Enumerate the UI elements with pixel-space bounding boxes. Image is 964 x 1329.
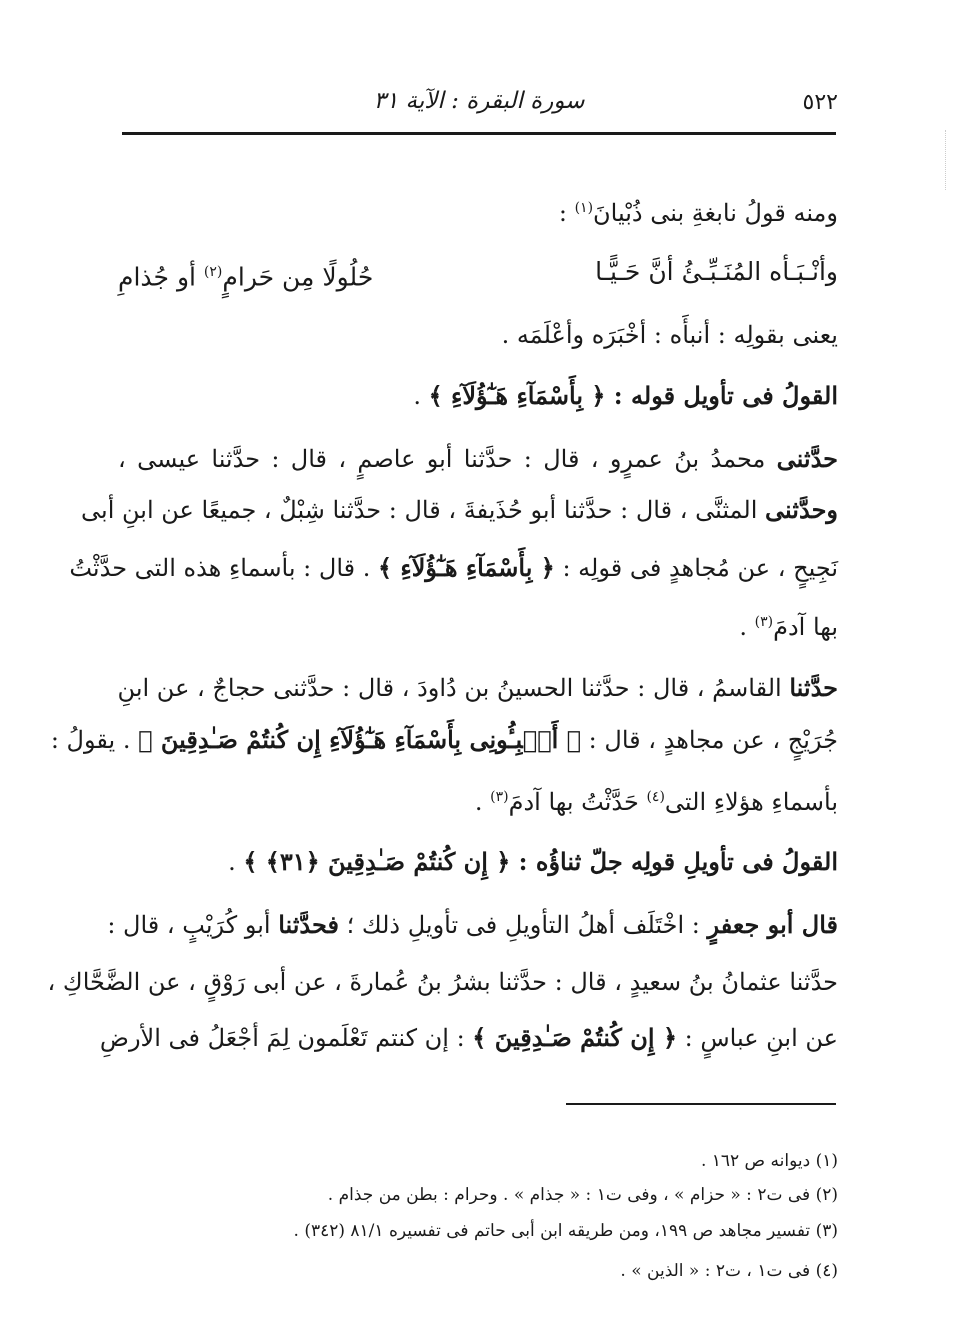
footnote: (٣) تفسير مجاهد ص ١٩٩، ومن طريقه ابن أبى حاتم فى تفسيره ٨١/١ (٣٤٢) . [293, 1221, 838, 1241]
section-heading: القولُ فى تأويلِ قولِه جلّ ثناؤُه : ﴿ إِن كُنتُمْ صَـٰدِقِينَ ﴿٣١﴾ ﴾ . [228, 847, 838, 876]
footnote-ref: (١) [574, 200, 594, 216]
paragraph-line: حدَّثنا القاسمُ ، قال : حدَّثنا الحسينُ بن دُاودَ ، قال : حدَّثنى حجاجٌ ، عن ابنِ [117, 673, 838, 702]
quran-quote: ﴿ بِأَسْمَآءِ هَـٰٓؤُلَآءِ ﴾ [428, 381, 606, 410]
paragraph-line: بها آدمَ$^{(٣)}$ . [739, 613, 838, 641]
footnote: (١) ديوانه ص ١٦٢ . [700, 1151, 838, 1171]
paragraph-line: جُرَيْجٍ ، عن مجاهدٍ ، قال : ﴿ أَنۢبِـُٔونِى بِأَسْمَآءِ هَـٰٓؤُلَآءِ إِن كُنتُمْ صَـٰدِقِينَ ﴾ . يقولُ : [50, 725, 838, 754]
header-rule [122, 132, 836, 135]
running-header [120, 86, 838, 122]
paragraph-line: عن ابنِ عباسٍ : ﴿ إِن كُنتُمْ صَـٰدِقِينَ ﴾ : إن كنتم تَعْلَمون لِمَ أجْعَلُ فى الأرضِ [99, 1023, 838, 1052]
paragraph-line: حدَّثنا عثمانُ بنُ سعيدٍ ، قال : حدَّثنا بشرُ بنُ عُمارةَ ، عن أبى رَوْقٍ ، عن الضَّحَّاكِ ، [47, 968, 838, 996]
paragraph-line: بأسماءِ هؤلاءِ التى$^{(٤)}$ حَدَّثْتُ بها آدمَ$^{(٣)}$ . [474, 788, 838, 816]
margin-scan-mark [945, 130, 952, 190]
running-title: سورة البقرة : الآية ٣١ [373, 88, 585, 114]
footnote-ref: (٤) [646, 789, 665, 805]
page-number: ٥٢٢ [802, 90, 838, 115]
explanation-line: يعنى بقولِه : أنبأَه : أخْبَرَه وأعْلَمَه . [501, 321, 838, 349]
quran-quote: ﴿ إِن كُنتُمْ صَـٰدِقِينَ ﴾ [472, 1023, 678, 1052]
footnote-ref: (٣) [754, 614, 774, 630]
quran-quote: ﴿ بِأَسْمَآءِ هَـٰٓؤُلَآءِ ﴾ [378, 553, 555, 582]
footnote: (٤) فى ت١ ، ت٢ : « الذين » . [620, 1261, 838, 1281]
paragraph-line: وحدَّثنى المثنَّى ، قال : حدَّثنا أبو حُذَيفةَ ، قال : حدَّثنا شِبْلٌ ، جميعًا عن ابنِ أبى [81, 495, 838, 524]
footnote: (٢) فى ت٢ : « حزام » ، وفى ت١ : « جذام » . وحرام : بطن من جذام . [327, 1185, 838, 1205]
paragraph-line: نَجِيحٍ ، عن مُجاهدٍ فى قولِه : ﴿ بِأَسْمَآءِ هَـٰٓؤُلَآءِ ﴾ . قال : بأسماءِ هذه التى حدَّثْتُ [69, 553, 838, 582]
footnote-separator [566, 1103, 836, 1105]
section-heading: القولُ فى تأويل قوله : ﴿ بِأَسْمَآءِ هَـٰٓؤُلَآءِ ﴾ . [413, 381, 838, 410]
quran-quote: ﴿ إِن كُنتُمْ صَـٰدِقِينَ ﴿٣١﴾ ﴾ [243, 847, 511, 876]
footnote-ref: (٢) [203, 264, 223, 280]
verse-first-hemistich: وأنْـبَـأه المُنَـبِّـئُ أنَّ حَـيًّـا [595, 257, 838, 286]
paragraph-line: حدَّثنى محمدُ بنُ عمرٍو ، قال : حدَّثنا أبو عاصمٍ ، قال : حدَّثنا عيسى ، [118, 444, 838, 473]
intro-line: ومنه قولُ نابغةِ بنى ذُبْيانَ$^{(١)}$ : [558, 199, 838, 227]
verse-second-hemistich: حُلُولًا مِن حَرامٍ$^{(٢)}$ أو جُذامِ [118, 262, 374, 292]
footnote-ref: (٣) [490, 789, 509, 805]
paragraph-line: قال أبو جعفرٍ : اخْتَلَف أهلُ التأويلِ فى تأويلِ ذلك ؛ فحدَّثنا أبو كُرَيْبٍ ، قال : [107, 910, 838, 939]
quran-quote: ﴿ أَنۢبِـُٔونِى بِأَسْمَآءِ هَـٰٓؤُلَآءِ إِن كُنتُمْ صَـٰدِقِينَ ﴾ [138, 725, 582, 754]
